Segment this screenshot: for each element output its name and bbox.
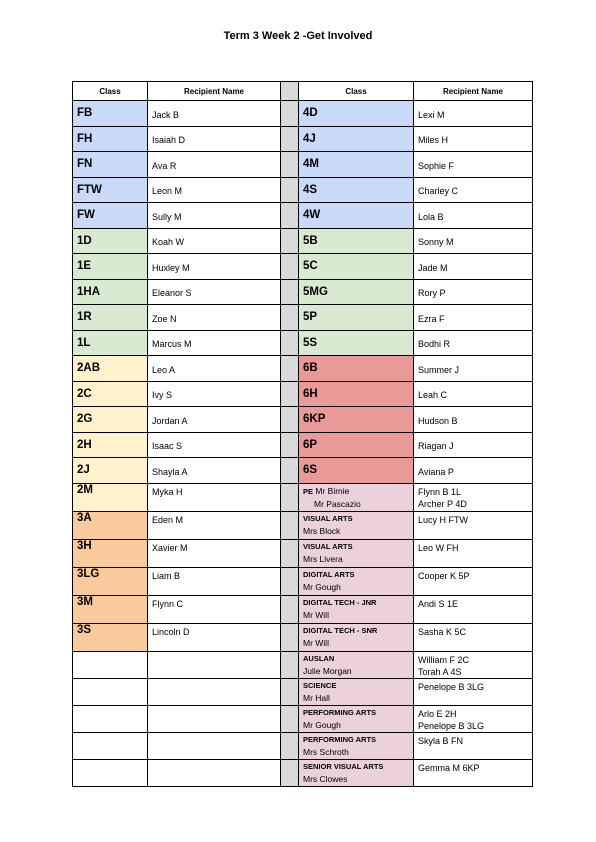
right-class-cell: 6B [299, 356, 414, 382]
table-row [73, 705, 533, 732]
left-class-cell: 2J [73, 458, 148, 484]
specialist-recipient: Gemma M 6KP [418, 762, 480, 773]
gap-cell [281, 254, 299, 280]
right-recipient-cell [414, 705, 533, 732]
gap-cell [281, 678, 299, 705]
specialist-recipient: Cooper K 5P [418, 570, 470, 581]
left-class-cell: 1HA [73, 279, 148, 305]
table-row [73, 152, 533, 178]
right-recipient-cell [414, 623, 533, 651]
gap-cell [281, 705, 299, 732]
table-row [73, 432, 533, 458]
specialist-teacher-2: Mr Pascazio [314, 498, 361, 509]
left-recipient-cell: Jack B [148, 101, 281, 127]
gap-cell [281, 203, 299, 229]
table-row [73, 678, 533, 705]
left-recipient-cell: Isaiah D [148, 126, 281, 152]
right-recipient-cell: Bodhi R [414, 330, 533, 356]
specialist-subject: PERFORMING ARTS [303, 707, 377, 717]
left-class-cell: 2C [73, 381, 148, 407]
left-recipient-cell [148, 705, 281, 732]
specialist-teacher: Mr Will [303, 637, 329, 648]
gap-cell [281, 126, 299, 152]
right-class-cell: 5C [299, 254, 414, 280]
right-class-cell: 5S [299, 330, 414, 356]
table-row [73, 177, 533, 203]
specialist-recipient: Leo W FH [418, 542, 459, 553]
right-class-cell: 6S [299, 458, 414, 484]
table-row [73, 483, 533, 511]
left-recipient-cell: Eden M [148, 511, 281, 539]
right-recipient-cell: Charley C [414, 177, 533, 203]
left-recipient-cell: Koah W [148, 228, 281, 254]
left-recipient-cell: Flynn C [148, 595, 281, 623]
specialist-cell [299, 539, 414, 567]
left-recipient-cell: Jordan A [148, 407, 281, 433]
right-class-cell: 4S [299, 177, 414, 203]
right-recipient-cell: Riagan J [414, 432, 533, 458]
right-recipient-cell: Summer J [414, 356, 533, 382]
specialist-cell [299, 732, 414, 759]
specialist-teacher: Mr Will [303, 609, 329, 620]
left-class-cell: 3A [73, 511, 148, 539]
table-row [73, 539, 533, 567]
right-class-cell: 4D [299, 101, 414, 127]
table-row [73, 126, 533, 152]
specialist-recipient-2: Penelope B 3LG [418, 720, 485, 731]
table-row [73, 381, 533, 407]
specialist-recipient: William F 2C [418, 654, 469, 665]
page-title: Term 3 Week 2 -Get Involved [223, 30, 373, 42]
left-recipient-cell [148, 651, 281, 678]
left-class-cell: 1R [73, 305, 148, 331]
left-class-cell: 3LG [73, 567, 148, 595]
right-recipient-header: Recipient Name [414, 82, 533, 101]
left-recipient-cell: Ivy S [148, 381, 281, 407]
right-class-cell: 5P [299, 305, 414, 331]
table-row [73, 567, 533, 595]
table-row [73, 330, 533, 356]
recipients-table [72, 81, 533, 787]
gap-cell [281, 651, 299, 678]
right-class-cell: 6KP [299, 407, 414, 433]
left-class-cell: 1D [73, 228, 148, 254]
specialist-cell [299, 595, 414, 623]
table-row [73, 651, 533, 678]
table-row [73, 511, 533, 539]
right-recipient-cell: Aviana P [414, 458, 533, 484]
specialist-teacher: Mr Hall [303, 692, 330, 703]
specialist-cell [299, 567, 414, 595]
table-row [73, 623, 533, 651]
table-row [73, 203, 533, 229]
left-class-cell: FH [73, 126, 148, 152]
left-class-cell [73, 705, 148, 732]
specialist-teacher: Mr Gough [303, 581, 341, 592]
left-class-cell [73, 732, 148, 759]
left-recipient-cell: Zoe N [148, 305, 281, 331]
specialist-teacher: Mr Birnie [315, 485, 350, 496]
specialist-cell [299, 759, 414, 786]
left-recipient-cell: Shayla A [148, 458, 281, 484]
left-recipient-cell: Xavier M [148, 539, 281, 567]
right-recipient-cell [414, 483, 533, 511]
gap-cell [281, 623, 299, 651]
specialist-subject: DIGITAL ARTS [303, 569, 355, 579]
table-row [73, 305, 533, 331]
left-class-cell: 3H [73, 539, 148, 567]
gap-cell [281, 732, 299, 759]
left-class-header: Class [73, 82, 148, 101]
gap-cell [281, 539, 299, 567]
left-class-cell: 2AB [73, 356, 148, 382]
right-class-cell: 5MG [299, 279, 414, 305]
specialist-subject: DIGITAL TECH - JNR [303, 597, 377, 607]
specialist-heading-line [303, 485, 413, 498]
specialist-teacher: Mrs Livera [303, 553, 343, 564]
table-row [73, 228, 533, 254]
specialist-teacher: Julie Morgan [303, 665, 352, 676]
left-class-cell [73, 651, 148, 678]
specialist-teacher: Mrs Clowes [303, 773, 348, 784]
right-recipient-cell: Ezra F [414, 305, 533, 331]
gap-cell [281, 152, 299, 178]
specialist-cell [299, 678, 414, 705]
specialist-recipient: Skyla B FN [418, 735, 464, 746]
specialist-cell [299, 483, 414, 511]
specialist-recipient: Flynn B 1L [418, 486, 462, 497]
specialist-subject: SENIOR VISUAL ARTS [303, 761, 384, 771]
left-class-cell: 2H [73, 432, 148, 458]
gap-cell [281, 330, 299, 356]
gap-cell [281, 279, 299, 305]
gap-cell [281, 567, 299, 595]
specialist-teacher: Mr Gough [303, 719, 341, 730]
table-row [73, 595, 533, 623]
left-class-cell: 1L [73, 330, 148, 356]
left-recipient-cell: Liam B [148, 567, 281, 595]
specialist-recipient: Penelope B 3LG [418, 681, 485, 692]
left-recipient-cell: Isaac S [148, 432, 281, 458]
table-row [73, 254, 533, 280]
specialist-subject: AUSLAN [303, 653, 335, 663]
right-recipient-cell: Miles H [414, 126, 533, 152]
right-recipient-cell [414, 595, 533, 623]
gap-cell [281, 432, 299, 458]
gap-cell [281, 483, 299, 511]
left-recipient-header: Recipient Name [148, 82, 281, 101]
table-row [73, 759, 533, 786]
left-class-cell: FW [73, 203, 148, 229]
specialist-recipient-2: Archer P 4D [418, 498, 467, 509]
right-recipient-cell: Lola B [414, 203, 533, 229]
left-class-cell [73, 678, 148, 705]
specialist-recipient: Lucy H FTW [418, 514, 469, 525]
specialist-recipient: Arlo E 2H [418, 708, 457, 719]
right-recipient-cell: Hudson B [414, 407, 533, 433]
left-recipient-cell [148, 759, 281, 786]
right-recipient-cell [414, 539, 533, 567]
right-class-header: Class [299, 82, 414, 101]
header-row [73, 82, 533, 101]
specialist-recipient-2: Torah A 4S [418, 666, 462, 677]
table-row [73, 356, 533, 382]
table-row [73, 407, 533, 433]
right-recipient-cell: Leah C [414, 381, 533, 407]
left-class-cell [73, 759, 148, 786]
table-row [73, 101, 533, 127]
specialist-recipient: Sasha K 5C [418, 626, 467, 637]
table-row [73, 732, 533, 759]
right-recipient-cell [414, 678, 533, 705]
gap-cell [281, 177, 299, 203]
left-recipient-cell: Sully M [148, 203, 281, 229]
left-recipient-cell: Huxley M [148, 254, 281, 280]
gap-cell [281, 228, 299, 254]
right-recipient-cell [414, 567, 533, 595]
gap-cell [281, 759, 299, 786]
left-recipient-cell: Myka H [148, 483, 281, 511]
left-recipient-cell [148, 678, 281, 705]
left-recipient-cell: Leon M [148, 177, 281, 203]
specialist-subject: DIGITAL TECH - SNR [303, 625, 378, 635]
right-recipient-cell [414, 651, 533, 678]
specialist-subject: VISUAL ARTS [303, 513, 353, 523]
specialist-recipient: Andi S 1E [418, 598, 459, 609]
left-class-cell: FN [73, 152, 148, 178]
left-class-cell: FB [73, 101, 148, 127]
specialist-cell [299, 511, 414, 539]
right-class-cell: 4M [299, 152, 414, 178]
right-recipient-cell [414, 759, 533, 786]
gap-cell [281, 82, 299, 101]
left-recipient-cell: Eleanor S [148, 279, 281, 305]
specialist-subject: PERFORMING ARTS [303, 734, 377, 744]
left-recipient-cell: Lincoln D [148, 623, 281, 651]
left-recipient-cell: Leo A [148, 356, 281, 382]
right-class-cell: 6H [299, 381, 414, 407]
gap-cell [281, 407, 299, 433]
right-recipient-cell: Jade M [414, 254, 533, 280]
specialist-teacher: Mrs Block [303, 525, 341, 536]
right-recipient-cell [414, 732, 533, 759]
right-recipient-cell [414, 511, 533, 539]
gap-cell [281, 101, 299, 127]
gap-cell [281, 595, 299, 623]
left-recipient-cell: Ava R [148, 152, 281, 178]
specialist-subject: PE [303, 486, 314, 496]
gap-cell [281, 458, 299, 484]
right-recipient-cell: Sonny M [414, 228, 533, 254]
left-class-cell: 3S [73, 623, 148, 651]
right-recipient-cell: Lexi M [414, 101, 533, 127]
right-class-cell: 4W [299, 203, 414, 229]
table-row [73, 458, 533, 484]
left-class-cell: 1E [73, 254, 148, 280]
right-class-cell: 4J [299, 126, 414, 152]
left-class-cell: 2G [73, 407, 148, 433]
left-class-cell: 2M [73, 483, 148, 511]
left-class-cell: FTW [73, 177, 148, 203]
specialist-cell [299, 623, 414, 651]
specialist-cell [299, 705, 414, 732]
specialist-subject: SCIENCE [303, 680, 337, 690]
right-recipient-cell: Sophie F [414, 152, 533, 178]
left-recipient-cell: Marcus M [148, 330, 281, 356]
right-class-cell: 5B [299, 228, 414, 254]
gap-cell [281, 381, 299, 407]
right-class-cell: 6P [299, 432, 414, 458]
table-row [73, 279, 533, 305]
left-recipient-cell [148, 732, 281, 759]
specialist-teacher: Mrs Schroth [303, 746, 349, 757]
specialist-cell [299, 651, 414, 678]
left-class-cell: 3M [73, 595, 148, 623]
specialist-subject: VISUAL ARTS [303, 541, 353, 551]
right-recipient-cell: Rory P [414, 279, 533, 305]
gap-cell [281, 511, 299, 539]
gap-cell [281, 305, 299, 331]
gap-cell [281, 356, 299, 382]
